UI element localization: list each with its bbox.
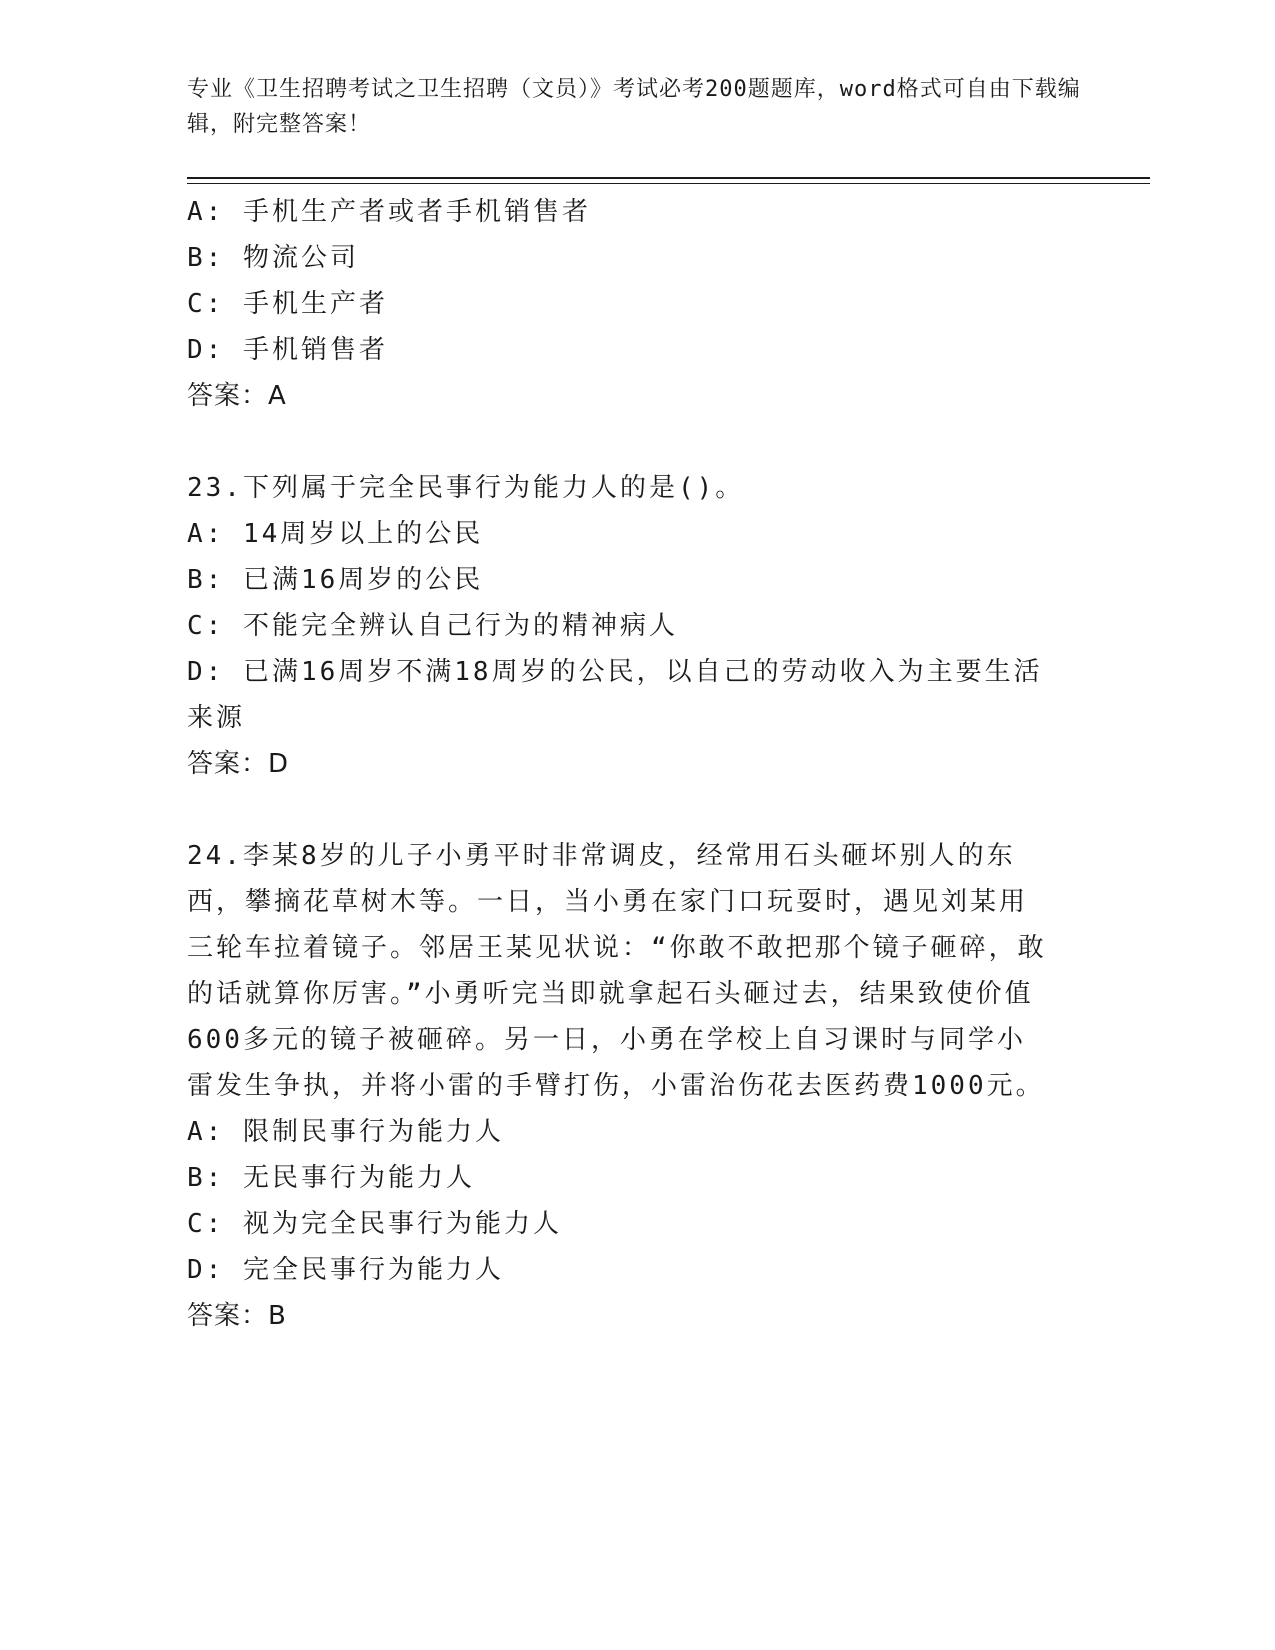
question-24	[187, 833, 1087, 1339]
option-d: D: 完全民事行为能力人	[187, 1255, 504, 1285]
spacer	[187, 787, 1087, 833]
document-header: 专业《卫生招聘考试之卫生招聘（文员）》考试必考200题题库，word格式可自由下载编辑，附完整答案！	[187, 77, 1081, 137]
option-b: B: 已满16周岁的公民	[187, 565, 484, 595]
header-divider-thin	[187, 183, 1150, 184]
header-divider-thick	[187, 177, 1150, 179]
answer: 答案：A	[187, 381, 287, 411]
option-a: A: 手机生产者或者手机销售者	[187, 197, 591, 227]
option-d: D: 手机销售者	[187, 335, 388, 365]
option-c: C: 视为完全民事行为能力人	[187, 1209, 562, 1239]
option-b: B: 无民事行为能力人	[187, 1163, 475, 1193]
question-content	[187, 189, 1087, 1339]
option-a: A: 14周岁以上的公民	[187, 519, 484, 549]
spacer	[187, 419, 1087, 465]
question-23	[187, 465, 1087, 787]
option-a: A: 限制民事行为能力人	[187, 1117, 504, 1147]
question-stem: 23.下列属于完全民事行为能力人的是()。	[187, 473, 745, 503]
option-c: C: 手机生产者	[187, 289, 388, 319]
answer: 答案：D	[187, 749, 290, 779]
answer: 答案：B	[187, 1301, 287, 1331]
question-22	[187, 189, 1087, 419]
option-c: C: 不能完全辨认自己行为的精神病人	[187, 611, 678, 641]
option-b: B: 物流公司	[187, 243, 359, 273]
option-d: D: 已满16周岁不满18周岁的公民，以自己的劳动收入为主要生活来源	[187, 657, 1043, 733]
question-stem: 24.李某8岁的儿子小勇平时非常调皮，经常用石头砸坏别人的东西，攀摘花草树木等。一日，当小勇在家门口玩耍时，遇见刘某用三轮车拉着镜子。邻居王某见状说：“你敢不敢把那个镜子砸碎，敢的话就算你厉害。”小勇听完当即就拿起石头砸过去，结果致使价值600多元的镜子被砸碎。另一日，小勇在学校上自习课时与同学小雷发生争执，并将小雷的手臂打伤，小雷治伤花去医药费1000元。	[187, 841, 1047, 1101]
